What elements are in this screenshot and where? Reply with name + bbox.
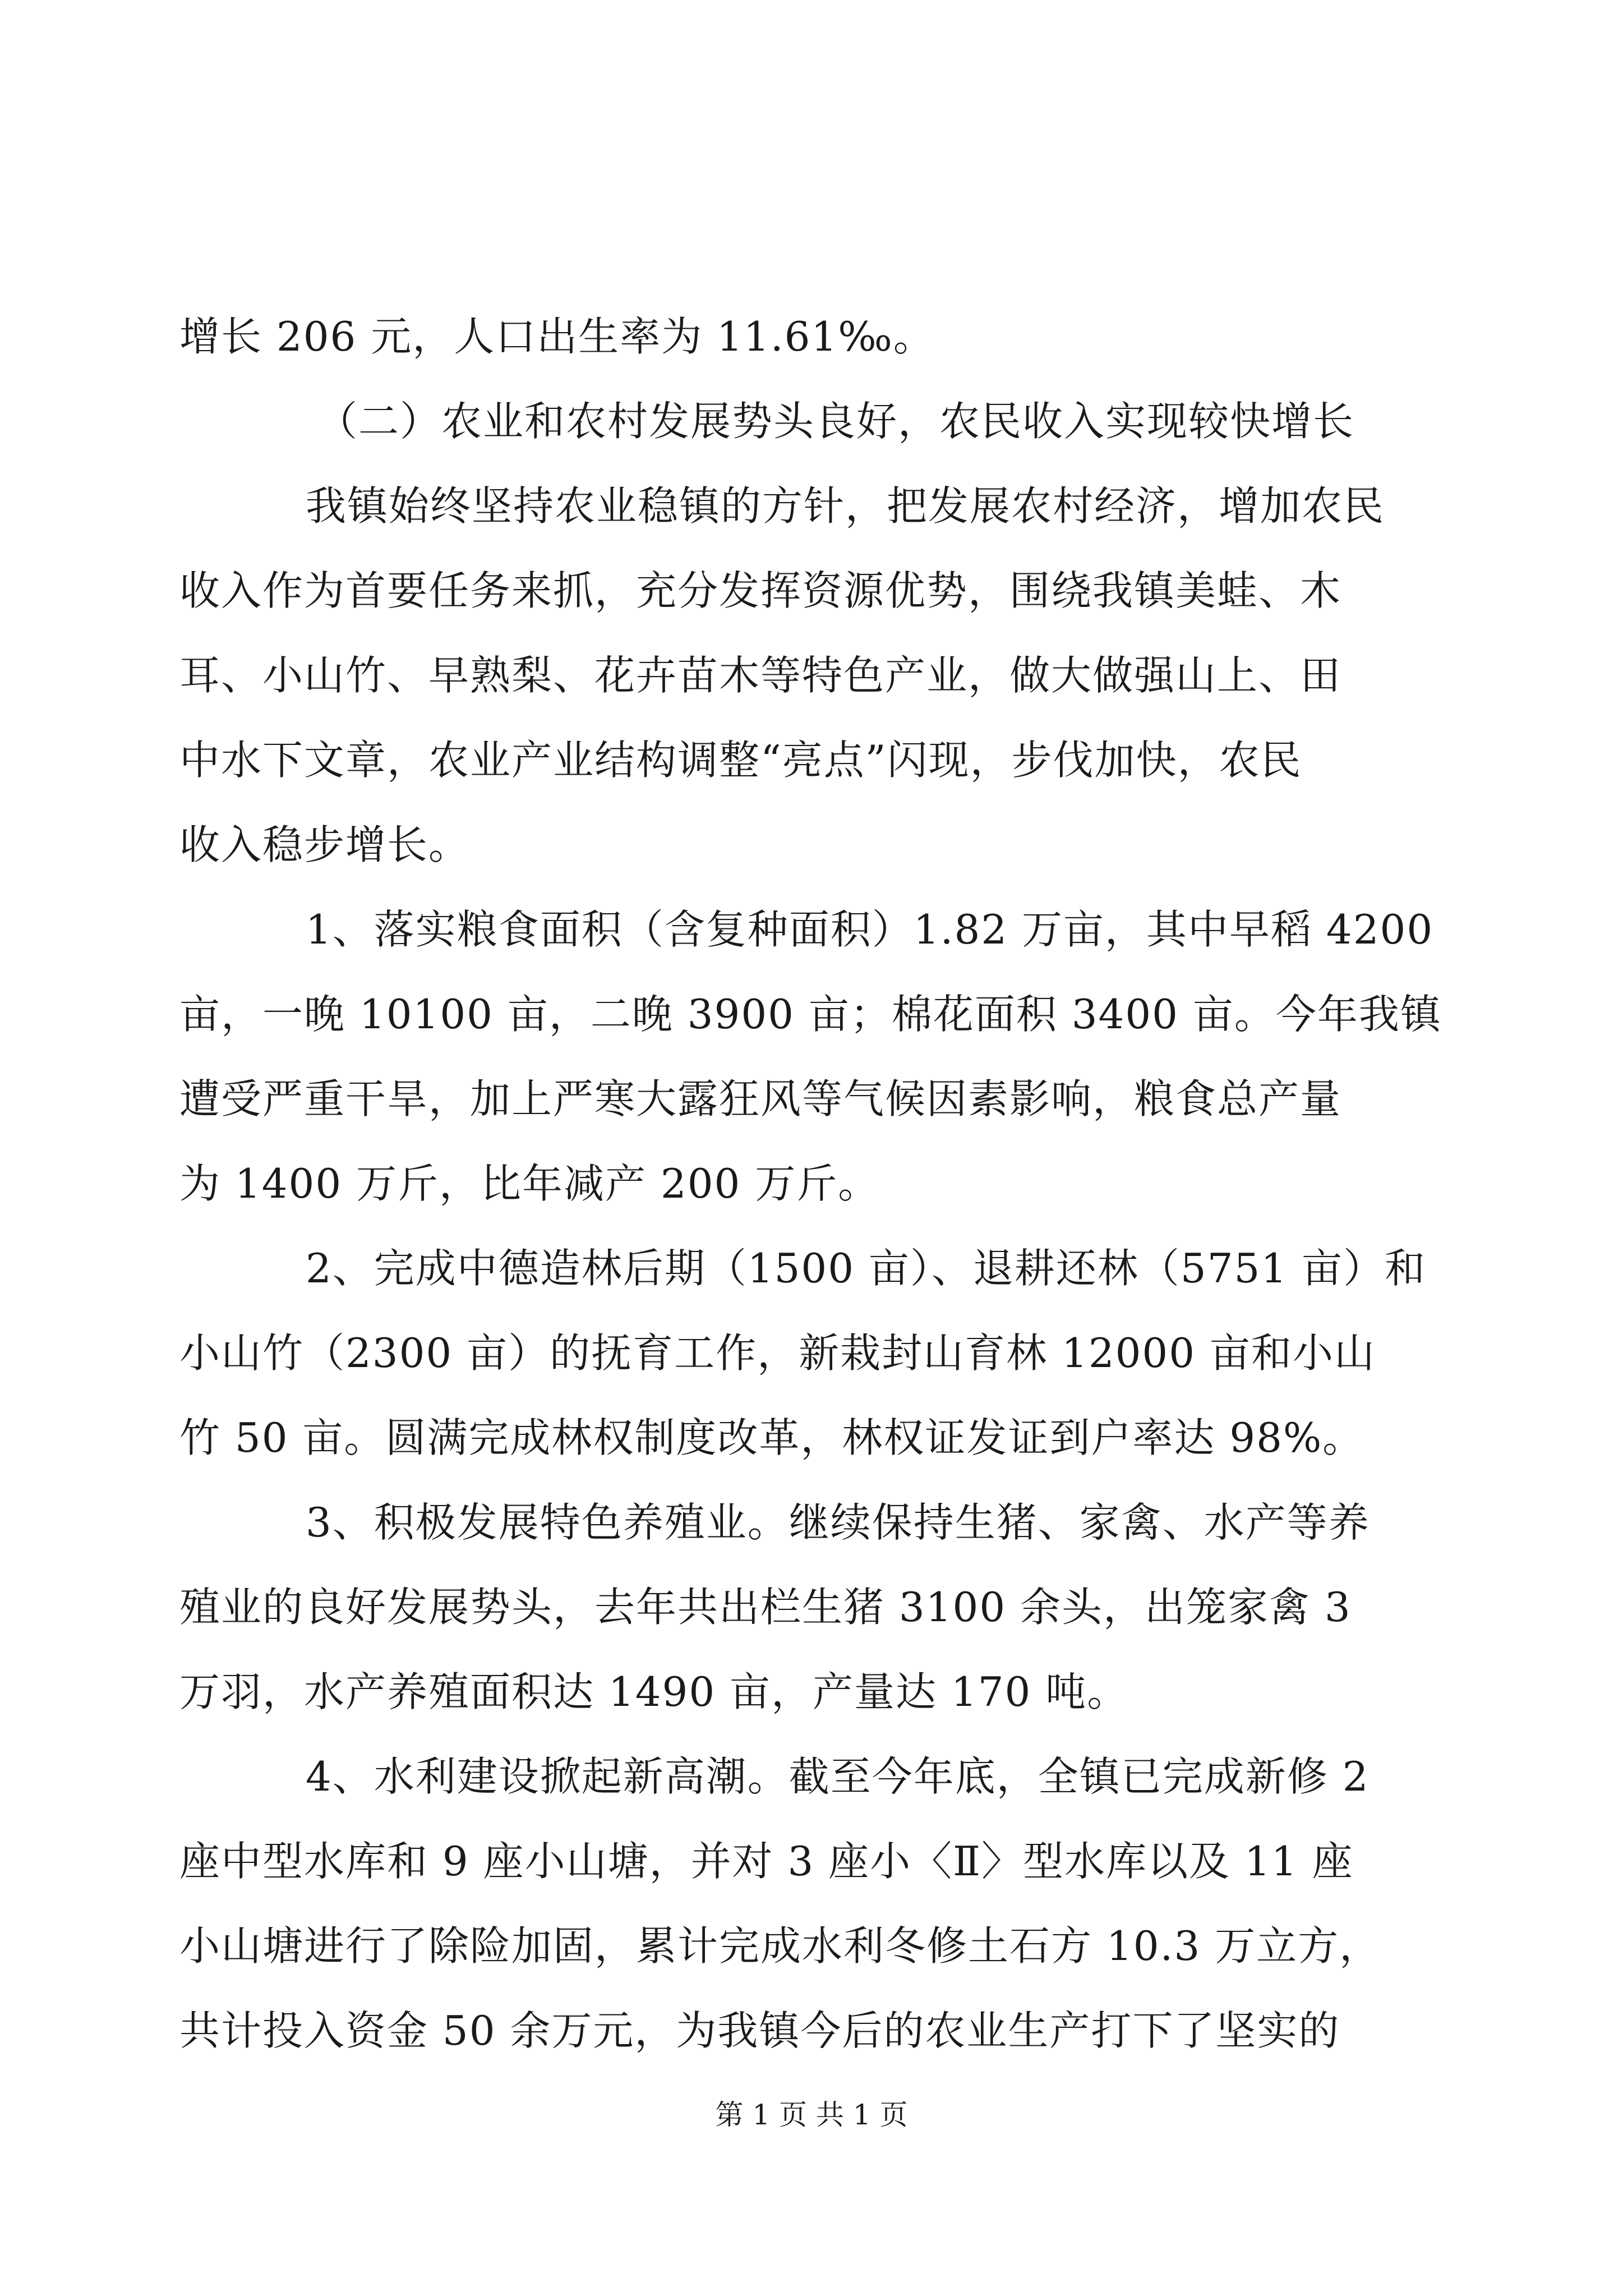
text-line-7: 收入稳步增长。 [179, 821, 471, 868]
section-heading: （二）农业和农村发展势头良好，农民收入实现较快增长 [317, 398, 1355, 445]
text-line-3: 我镇始终坚持农业稳镇的方针，把发展农村经济，增加农民 [306, 482, 1385, 530]
text-line-8: 1、落实粮食面积（含复种面积）1.82 万亩，其中早稻 4200 [306, 906, 1434, 953]
text-line-20: 小山塘进行了除险加固，累计完成水利冬修土石方 10.3 万立方， [179, 1922, 1381, 1970]
text-line-13: 小山竹（2300 亩）的抚育工作，新栽封山育林 12000 亩和小山 [179, 1329, 1376, 1377]
text-line-14: 竹 50 亩。圆满完成林权制度改革，林权证发证到户率达 98%。 [179, 1414, 1364, 1461]
text-line-5: 耳、小山竹、早熟梨、花卉苗木等特色产业，做大做强山上、田 [179, 652, 1342, 699]
text-line-11: 为 1400 万斤，比年减产 200 万斤。 [179, 1160, 880, 1207]
text-line-4: 收入作为首要任务来抓，充分发挥资源优势，围绕我镇美蛙、木 [179, 567, 1342, 614]
text-line-12: 2、完成中德造林后期（1500 亩）、退耕还林（5751 亩）和 [306, 1245, 1427, 1292]
text-line-15: 3、积极发展特色养殖业。继续保持生猪、家禽、水产等养 [306, 1499, 1370, 1546]
text-line-10: 遭受严重干旱，加上严寒大露狂风等气候因素影响，粮食总产量 [179, 1075, 1342, 1122]
text-line-9: 亩，一晚 10100 亩，二晚 3900 亩；棉花面积 3400 亩。今年我镇 [179, 991, 1442, 1038]
text-line-17: 万羽，水产养殖面积达 1490 亩，产量达 170 吨。 [179, 1668, 1129, 1715]
page-number-footer: 第 1 页 共 1 页 [715, 2099, 908, 2131]
text-line-16: 殖业的良好发展势头，去年共出栏生猪 3100 余头，出笼家禽 3 [179, 1584, 1352, 1631]
text-line-19: 座中型水库和 9 座小山塘，并对 3 座小〈Ⅱ〉型水库以及 11 座 [179, 1838, 1354, 1885]
text-line-6: 中水下文章，农业产业结构调整“亮点”闪现，步伐加快，农民 [179, 737, 1302, 784]
text-line-21: 共计投入资金 50 余万元，为我镇今后的农业生产打下了坚实的 [179, 2007, 1340, 2054]
text-line-18: 4、水利建设掀起新高潮。截至今年底，全镇已完成新修 2 [306, 1753, 1370, 1800]
text-line-1: 增长 206 元，人口出生率为 11.61‰。 [179, 313, 935, 360]
